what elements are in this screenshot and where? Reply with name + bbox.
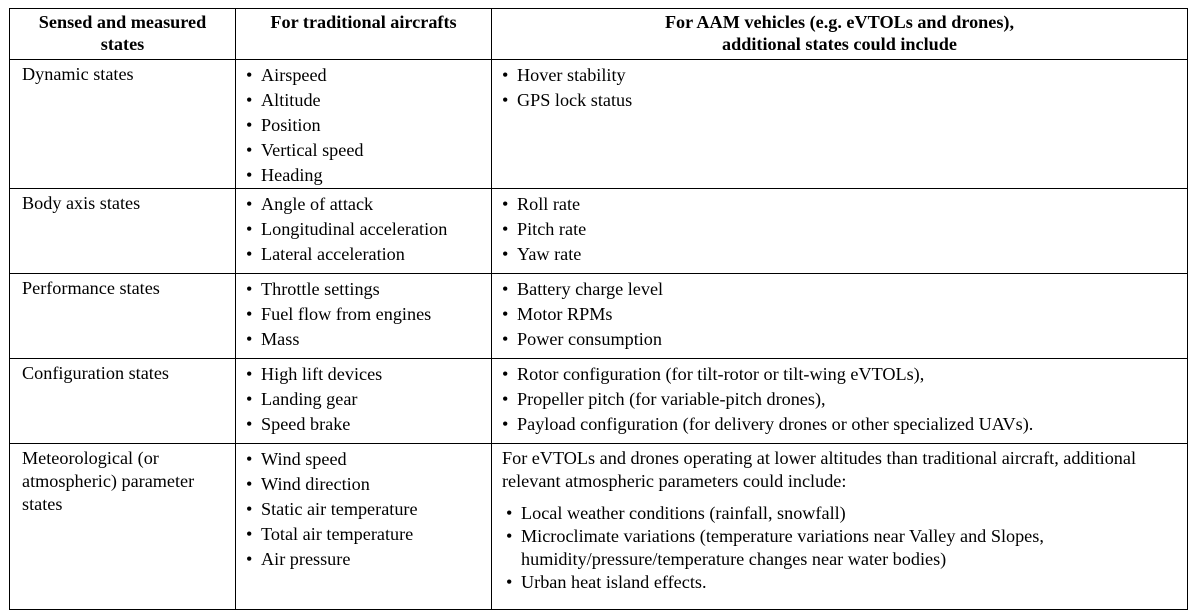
bullet-icon: •: [246, 524, 253, 544]
table-row: [10, 60, 1188, 189]
aam-cell: [492, 189, 1188, 274]
header-line: states: [100, 34, 145, 54]
bullet-icon: •: [506, 572, 513, 592]
list-item: • Landing gear: [246, 387, 487, 412]
header-aam: [492, 9, 1188, 60]
list-item: • Heading: [246, 163, 487, 188]
list-item: • Power consumption: [502, 327, 1183, 352]
list-item: • Hover stability: [502, 63, 1183, 88]
list-item: • Lateral acceleration: [246, 242, 487, 267]
list-item: • Speed brake: [246, 412, 487, 437]
list-item: • Local weather conditions (rainfall, snowfall): [506, 503, 846, 523]
header-traditional: [236, 9, 492, 60]
bullet-icon: •: [502, 219, 509, 239]
list-item: • High lift devices: [246, 362, 487, 387]
header-line: For AAM vehicles (e.g. eVTOLs and drones),: [664, 12, 1015, 32]
bullet-icon: •: [246, 194, 253, 214]
bullet-icon: •: [502, 90, 509, 110]
list-item: • Propeller pitch (for variable-pitch drones),: [502, 387, 1183, 412]
bullet-icon: •: [246, 140, 253, 160]
aam-cell: [492, 444, 1188, 610]
list-item: • Longitudinal acceleration: [246, 217, 487, 242]
list-item: • Position: [246, 113, 487, 138]
bullet-icon: •: [246, 449, 253, 469]
list-item: • Pitch rate: [502, 217, 1183, 242]
bullet-icon: •: [502, 414, 509, 434]
bullet-icon: •: [246, 115, 253, 135]
traditional-cell: [236, 359, 492, 444]
list-item: • Airspeed: [246, 63, 487, 88]
list-item: • Total air temperature: [246, 522, 487, 547]
state-cell: Meteorological (or atmospheric) parameter states: [10, 444, 236, 610]
bullet-icon: •: [246, 364, 253, 384]
header-row: [10, 9, 1188, 60]
list-item: • Mass: [246, 327, 487, 352]
list-item: • Angle of attack: [246, 192, 487, 217]
list-item: • Vertical speed: [246, 138, 487, 163]
list-item: • Battery charge level: [502, 277, 1183, 302]
list-item: • Roll rate: [502, 192, 1183, 217]
table-row: [10, 444, 1188, 610]
list-item: • GPS lock status: [502, 88, 1183, 113]
list-item: • Yaw rate: [502, 242, 1183, 267]
list-item: • Air pressure: [246, 547, 487, 572]
bullet-icon: •: [246, 165, 253, 185]
traditional-cell: [236, 60, 492, 189]
header-line: Sensed and measured: [38, 12, 207, 32]
traditional-cell: [236, 274, 492, 359]
header-sensed-states: [10, 9, 236, 60]
bullet-icon: •: [502, 389, 509, 409]
state-cell: Dynamic states: [10, 60, 236, 189]
bullet-icon: •: [246, 499, 253, 519]
list-item: • Payload configuration (for delivery drones or other specialized UAVs).: [502, 412, 1183, 437]
list-item: • Microclimate variations (temperature variations near Valley and Slopes, humidity/pressure/temperature changes near water bodies): [506, 526, 1044, 569]
aam-cell: [492, 60, 1188, 189]
list-item: • Throttle settings: [246, 277, 487, 302]
bullet-icon: •: [502, 244, 509, 264]
bullet-icon: •: [246, 329, 253, 349]
list-item: • Wind direction: [246, 472, 487, 497]
table-wrapper: [9, 8, 1188, 610]
state-cell: Body axis states: [10, 189, 236, 274]
bullet-icon: •: [246, 474, 253, 494]
bullet-icon: •: [246, 389, 253, 409]
list-item: • Wind speed: [246, 447, 487, 472]
aam-intro-paragraph: For eVTOLs and drones operating at lower altitudes than traditional aircraft, additional relevant atmospheric parameters could include:: [502, 448, 1137, 491]
traditional-cell: [236, 189, 492, 274]
list-item: • Static air temperature: [246, 497, 487, 522]
header-line: For traditional aircrafts: [270, 12, 457, 32]
bullet-icon: •: [502, 364, 509, 384]
state-cell: Performance states: [10, 274, 236, 359]
table-row: [10, 359, 1188, 444]
bullet-icon: •: [502, 279, 509, 299]
list-item: • Motor RPMs: [502, 302, 1183, 327]
bullet-icon: •: [502, 65, 509, 85]
bullet-icon: •: [246, 219, 253, 239]
bullet-icon: •: [502, 329, 509, 349]
bullet-icon: •: [506, 503, 513, 523]
bullet-icon: •: [246, 414, 253, 434]
bullet-icon: •: [246, 65, 253, 85]
bullet-icon: •: [502, 194, 509, 214]
table-row: [10, 274, 1188, 359]
table-row: [10, 189, 1188, 274]
aam-cell: [492, 359, 1188, 444]
state-cell: Configuration states: [10, 359, 236, 444]
states-table: [9, 8, 1188, 610]
list-item: • Urban heat island effects.: [506, 572, 707, 592]
bullet-icon: •: [246, 90, 253, 110]
list-item: • Fuel flow from engines: [246, 302, 487, 327]
bullet-icon: •: [502, 304, 509, 324]
header-line: additional states could include: [722, 34, 957, 54]
traditional-cell: [236, 444, 492, 610]
bullet-icon: •: [246, 304, 253, 324]
list-item: • Rotor configuration (for tilt-rotor or tilt-wing eVTOLs),: [502, 362, 1183, 387]
bullet-icon: •: [506, 526, 513, 546]
list-item: • Altitude: [246, 88, 487, 113]
aam-cell: [492, 274, 1188, 359]
bullet-icon: •: [246, 549, 253, 569]
bullet-icon: •: [246, 279, 253, 299]
bullet-icon: •: [246, 244, 253, 264]
